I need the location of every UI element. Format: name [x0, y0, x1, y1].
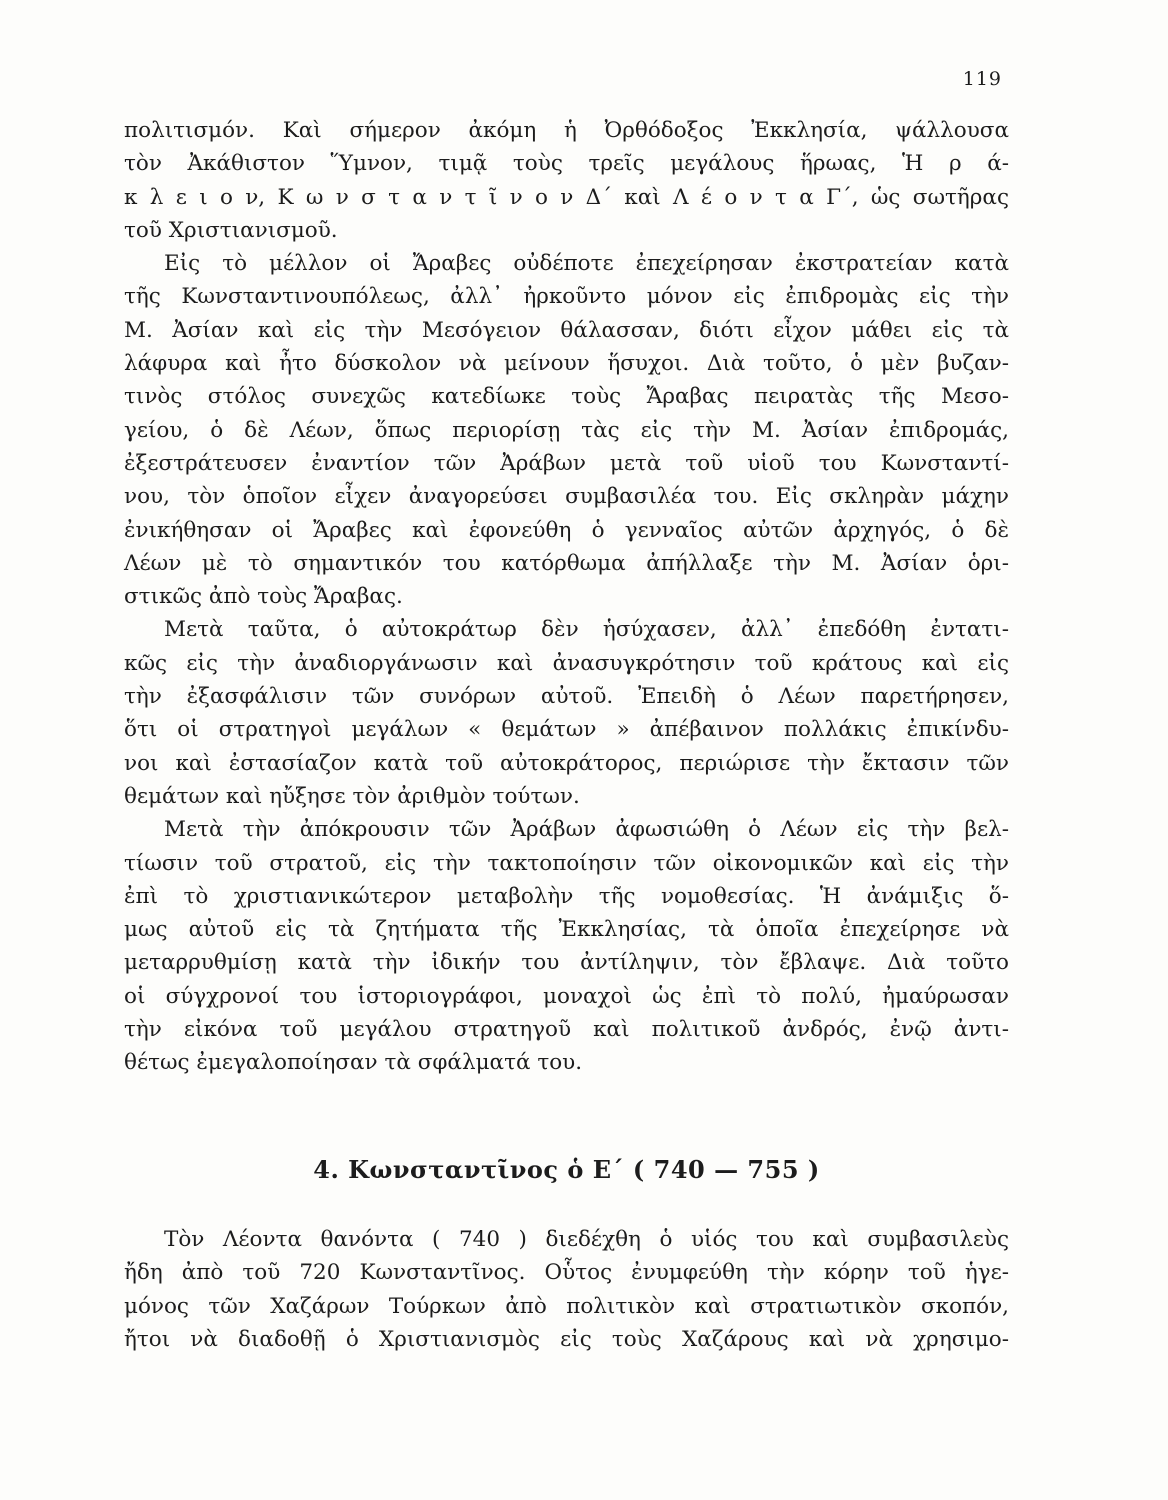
body-text-top: [124, 114, 1009, 1080]
text-line: οἱ σύγχρονοί του ἱστοριογράφοι, μοναχοὶ ὡς ἐπὶ τὸ πολύ, ἠμαύρωσαν: [124, 983, 1009, 1009]
page-number: 119: [962, 68, 1002, 90]
text-line: στικῶς ἀπὸ τοὺς Ἄραβας.: [124, 584, 403, 610]
body-text-bottom: [124, 1223, 1009, 1356]
text-line: κῶς εἰς τὴν ἀναδιοργάνωσιν καὶ ἀνασυγκρότησιν τοῦ κράτους καὶ εἰς: [124, 650, 1009, 676]
text-line: νου, τὸν ὁποῖον εἶχεν ἀναγορεύσει συμβασιλέα του. Εἰς σκληρὰν μάχην: [124, 484, 1009, 510]
text-line: θέτως ἐμεγαλοποίησαν τὰ σφάλματά του.: [124, 1050, 583, 1076]
text-line: Μετὰ τὴν ἀπόκρουσιν τῶν Ἀράβων ἀφωσιώθη ὁ Λέων εἰς τὴν βελ-: [164, 817, 1009, 843]
text-line: γείου, ὁ δὲ Λέων, ὅπως περιορίσῃ τὰς εἰς τὴν Μ. Ἀσίαν ἐπιδρομάς,: [124, 417, 1009, 443]
text-line: ἐνικήθησαν οἱ Ἄραβες καὶ ἐφονεύθη ὁ γενναῖος αὐτῶν ἀρχηγός, ὁ δὲ: [124, 517, 1009, 543]
text-line: τινὸς στόλος συνεχῶς κατεδίωκε τοὺς Ἄραβας πειρατὰς τῆς Μεσο-: [124, 384, 1009, 410]
text-line: μως αὐτοῦ εἰς τὰ ζητήματα τῆς Ἐκκλησίας, τὰ ὁποῖα ἐπεχείρησε νὰ: [124, 917, 1009, 943]
text-line: μόνος τῶν Χαζάρων Τούρκων ἀπὸ πολιτικὸν καὶ στρατιωτικὸν σκοπόν,: [124, 1293, 1009, 1319]
text-line: Λέων μὲ τὸ σημαντικόν του κατόρθωμα ἀπήλλαξε τὴν Μ. Ἀσίαν ὁρι-: [124, 550, 1009, 576]
text-line: πολιτισμόν. Καὶ σήμερον ἀκόμη ἡ Ὀρθόδοξος Ἐκκλησία, ψάλλουσα: [124, 118, 1009, 143]
text-line: ἤτοι νὰ διαδοθῇ ὁ Χριστιανισμὸς εἰς τοὺς Χαζάρους καὶ νὰ χρησιμο-: [124, 1326, 1009, 1352]
text-line: Μ. Ἀσίαν καὶ εἰς τὴν Μεσόγειον θάλασσαν, διότι εἶχον μάθει εἰς τὰ: [124, 317, 1009, 343]
text-line: τίωσιν τοῦ στρατοῦ, εἰς τὴν τακτοποίησιν τῶν οἰκονομικῶν καὶ εἰς τὴν: [124, 850, 1009, 876]
section-heading: 4. Κωνσταντῖνος ὁ Ε΄ ( 740 — 755 ): [313, 1155, 820, 1184]
text-line: Μετὰ ταῦτα, ὁ αὐτοκράτωρ δὲν ἡσύχασεν, ἀλλ᾽ ἐπεδόθη ἐντατι-: [164, 617, 1009, 643]
text-line: τῆς Κωνσταντινουπόλεως, ἀλλ᾽ ἠρκοῦντο μόνον εἰς ἐπιδρομὰς εἰς τὴν: [124, 284, 1009, 310]
text-line: ὅτι οἱ στρατηγοὶ μεγάλων « θεμάτων » ἀπέβαινον πολλάκις ἐπικίνδυ-: [124, 717, 1009, 743]
text-line: ἐπὶ τὸ χριστιανικώτερον μεταβολὴν τῆς νομοθεσίας. Ἡ ἀνάμιξις ὅ-: [124, 883, 1009, 909]
text-line: τὴν ἐξασφάλισιν τῶν συνόρων αὐτοῦ. Ἐπειδὴ ὁ Λέων παρετήρησεν,: [124, 684, 1009, 710]
text-line: τὸν Ἀκάθιστον Ὕμνον, τιμᾷ τοὺς τρεῖς μεγάλους ἥρωας, Ἡ ρ ά-: [124, 151, 1009, 177]
text-line: ἤδη ἀπὸ τοῦ 720 Κωνσταντῖνος. Οὗτος ἐνυμφεύθη τὴν κόρην τοῦ ἡγε-: [124, 1260, 1009, 1286]
text-line: μεταρρυθμίσῃ κατὰ τὴν ἰδικήν του ἀντίληψιν, τὸν ἔβλαψε. Διὰ τοῦτο: [124, 950, 1009, 976]
text-line: θεμάτων καὶ ηὔξησε τὸν ἀριθμὸν τούτων.: [124, 783, 580, 809]
text-line: λάφυρα καὶ ἦτο δύσκολον νὰ μείνουν ἥσυχοι. Διὰ τοῦτο, ὁ μὲν βυζαν-: [124, 351, 1009, 377]
text-line: τὴν εἰκόνα τοῦ μεγάλου στρατηγοῦ καὶ πολιτικοῦ ἀνδρός, ἐνῷ ἀντι-: [124, 1017, 1009, 1043]
text-line: ἐξεστράτευσεν ἐναντίον τῶν Ἀράβων μετὰ τοῦ υἱοῦ του Κωνσταντί-: [124, 450, 1009, 476]
text-line: κ λ ε ι ο ν, Κ ω ν σ τ α ν τ ῖ ν ο ν Δ΄ καὶ Λ έ ο ν τ α Γ΄, ὡς σωτῆρας: [124, 184, 1009, 210]
text-line: Τὸν Λέοντα θανόντα ( 740 ) διεδέχθη ὁ υἱός του καὶ συμβασιλεὺς: [164, 1227, 1009, 1252]
text-line: Εἰς τὸ μέλλον οἱ Ἄραβες οὐδέποτε ἐπεχείρησαν ἐκστρατείαν κατὰ: [164, 251, 1009, 277]
text-line: νοι καὶ ἐστασίαζον κατὰ τοῦ αὐτοκράτορος, περιώρισε τὴν ἔκτασιν τῶν: [124, 750, 1009, 776]
text-line: τοῦ Χριστιανισμοῦ.: [124, 217, 338, 243]
